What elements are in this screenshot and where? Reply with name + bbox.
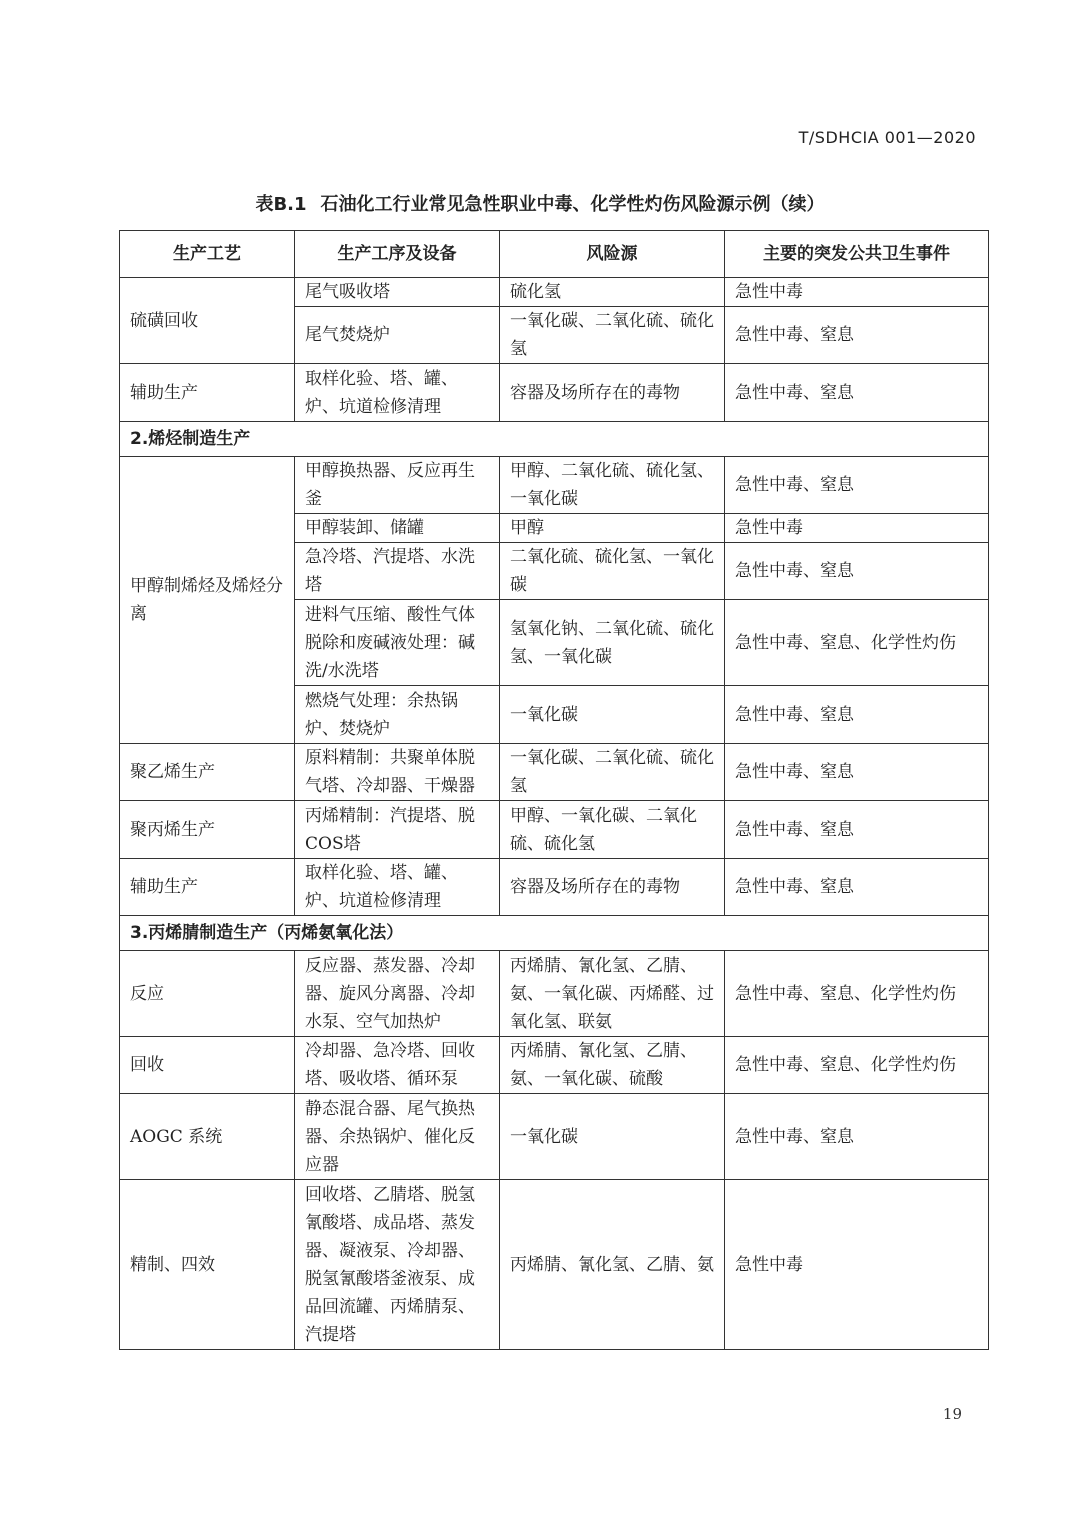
table-header-row: [120, 231, 989, 278]
event-cell: 急性中毒、窒息、化学性灼伤: [725, 600, 989, 686]
section-row: [120, 422, 989, 457]
risk-cell: 容器及场所存在的毒物: [500, 859, 725, 916]
process-cell: 回收: [120, 1037, 295, 1094]
table-row: [120, 1037, 989, 1094]
equipment-cell: 尾气吸收塔: [295, 278, 500, 307]
risk-cell: 甲醇、一氧化碳、二氧化硫、硫化氢: [500, 801, 725, 859]
process-cell: 聚丙烯生产: [120, 801, 295, 859]
event-cell: 急性中毒、窒息: [725, 686, 989, 744]
equipment-cell: 取样化验、塔、罐、炉、坑道检修清理: [295, 364, 500, 422]
process-cell: 精制、四效: [120, 1180, 295, 1350]
event-cell: 急性中毒、窒息: [725, 744, 989, 801]
table-row: [120, 859, 989, 916]
equipment-cell: 燃烧气处理：余热锅炉、焚烧炉: [295, 686, 500, 744]
table-caption: [0, 190, 1080, 216]
table-row: [120, 951, 989, 1037]
risk-cell: 丙烯腈、氰化氢、乙腈、氨: [500, 1180, 725, 1350]
page-number: 19: [942, 1405, 962, 1423]
equipment-cell: 进料气压缩、酸性气体脱除和废碱液处理：碱洗/水洗塔: [295, 600, 500, 686]
event-cell: 急性中毒: [725, 514, 989, 543]
event-cell: 急性中毒、窒息: [725, 543, 989, 600]
equipment-cell: 回收塔、乙腈塔、脱氢氰酸塔、成品塔、蒸发器、凝液泵、冷却器、脱氢氰酸塔釜液泵、成品回流罐、丙烯腈泵、汽提塔: [295, 1180, 500, 1350]
equipment-cell: 丙烯精制：汽提塔、脱COS塔: [295, 801, 500, 859]
risk-cell: 氢氧化钠、二氧化硫、硫化氢、一氧化碳: [500, 600, 725, 686]
risk-source-table: [119, 230, 989, 1350]
risk-cell: 一氧化碳: [500, 686, 725, 744]
table-row: [120, 364, 989, 422]
table-row: [120, 278, 989, 307]
equipment-cell: 取样化验、塔、罐、炉、坑道检修清理: [295, 859, 500, 916]
risk-cell: 甲醇、二氧化硫、硫化氢、一氧化碳: [500, 457, 725, 514]
table-row: [120, 457, 989, 514]
event-cell: 急性中毒、窒息: [725, 457, 989, 514]
table-row: [120, 1094, 989, 1180]
process-cell: 辅助生产: [120, 859, 295, 916]
equipment-cell: 甲醇换热器、反应再生釜: [295, 457, 500, 514]
table-row: [120, 801, 989, 859]
event-cell: 急性中毒、窒息: [725, 859, 989, 916]
section-heading: 3.丙烯腈制造生产（丙烯氨氧化法）: [120, 916, 989, 951]
column-header-event: 主要的突发公共卫生事件: [725, 231, 989, 278]
table-row: [120, 744, 989, 801]
process-cell: 硫磺回收: [120, 278, 295, 364]
event-cell: 急性中毒、窒息、化学性灼伤: [725, 1037, 989, 1094]
equipment-cell: 冷却器、急冷塔、回收塔、吸收塔、循环泵: [295, 1037, 500, 1094]
equipment-cell: 静态混合器、尾气换热器、余热锅炉、催化反应器: [295, 1094, 500, 1180]
document-code: T/SDHCIA 001—2020: [798, 128, 976, 147]
equipment-cell: 反应器、蒸发器、冷却器、旋风分离器、冷却水泵、空气加热炉: [295, 951, 500, 1037]
section-heading: 2.烯烃制造生产: [120, 422, 989, 457]
event-cell: 急性中毒: [725, 1180, 989, 1350]
risk-cell: 一氧化碳: [500, 1094, 725, 1180]
equipment-cell: 尾气焚烧炉: [295, 307, 500, 364]
column-header-risk-source: 风险源: [500, 231, 725, 278]
risk-cell: 容器及场所存在的毒物: [500, 364, 725, 422]
event-cell: 急性中毒: [725, 278, 989, 307]
event-cell: 急性中毒、窒息: [725, 364, 989, 422]
event-cell: 急性中毒、窒息: [725, 801, 989, 859]
table-caption-title: 石油化工行业常见急性职业中毒、化学性灼伤风险源示例（续）: [320, 194, 825, 215]
risk-cell: 一氧化碳、二氧化硫、硫化氢: [500, 744, 725, 801]
risk-cell: 一氧化碳、二氧化硫、硫化氢: [500, 307, 725, 364]
process-cell: 聚乙烯生产: [120, 744, 295, 801]
event-cell: 急性中毒、窒息、化学性灼伤: [725, 951, 989, 1037]
risk-cell: 二氧化硫、硫化氢、一氧化碳: [500, 543, 725, 600]
process-cell: 辅助生产: [120, 364, 295, 422]
column-header-process: 生产工艺: [120, 231, 295, 278]
equipment-cell: 急冷塔、汽提塔、水洗塔: [295, 543, 500, 600]
risk-cell: 丙烯腈、氰化氢、乙腈、氨、一氧化碳、硫酸: [500, 1037, 725, 1094]
table-row: [120, 1180, 989, 1350]
equipment-cell: 原料精制：共聚单体脱气塔、冷却器、干燥器: [295, 744, 500, 801]
process-cell: 反应: [120, 951, 295, 1037]
event-cell: 急性中毒、窒息: [725, 307, 989, 364]
equipment-cell: 甲醇装卸、储罐: [295, 514, 500, 543]
risk-cell: 甲醇: [500, 514, 725, 543]
column-header-equipment: 生产工序及设备: [295, 231, 500, 278]
event-cell: 急性中毒、窒息: [725, 1094, 989, 1180]
risk-cell: 硫化氢: [500, 278, 725, 307]
table-caption-id: 表B.1: [255, 194, 307, 215]
section-row: [120, 916, 989, 951]
process-cell: AOGC 系统: [120, 1094, 295, 1180]
risk-cell: 丙烯腈、氰化氢、乙腈、氨、一氧化碳、丙烯醛、过氧化氢、联氨: [500, 951, 725, 1037]
process-cell: 甲醇制烯烃及烯烃分离: [120, 457, 295, 744]
